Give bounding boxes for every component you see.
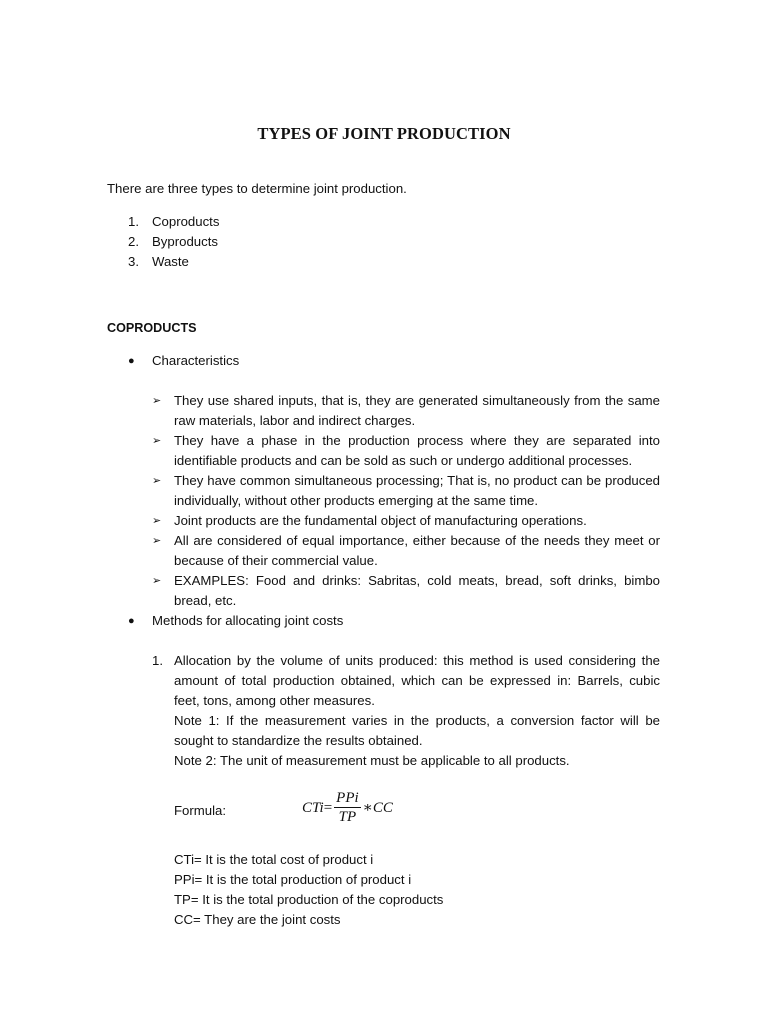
list-item-label: Coproducts bbox=[152, 214, 220, 229]
formula-fraction bbox=[334, 789, 361, 826]
note-2: Note 2: The unit of measurement must be applicable to all products. bbox=[174, 753, 570, 768]
list-item-label: Waste bbox=[152, 254, 189, 269]
definition-cc: CC= They are the joint costs bbox=[174, 912, 341, 927]
formula-equals: = bbox=[323, 799, 333, 816]
list-item: ➢ EXAMPLES: Food and drinks: Sabritas, cold meats, bread, soft drinks, bimbo bread, etc. bbox=[152, 571, 660, 611]
formula-multiply: ∗ bbox=[362, 799, 373, 816]
types-list bbox=[128, 212, 219, 272]
method-description: Allocation by the volume of units produced: this method is used considering the amount of total production obtained, which can be expressed in: Barrels, cubic feet, tons, among other measures. bbox=[174, 653, 660, 708]
arrow-bullet-icon: ➢ bbox=[152, 575, 162, 587]
method-allocation-by-volume bbox=[152, 651, 660, 771]
arrow-bullet-icon: ➢ bbox=[152, 535, 162, 547]
list-item: ➢ They have a phase in the production process where they are separated into identifiable products and can be sold as such or undergo additional processes. bbox=[152, 431, 660, 471]
list-item bbox=[128, 212, 219, 232]
formula-lhs: CTi bbox=[302, 799, 324, 816]
formula bbox=[302, 789, 393, 826]
list-number: 3. bbox=[128, 254, 139, 269]
list-item: ➢ Joint products are the fundamental object of manufacturing operations. bbox=[152, 511, 660, 531]
note-1: Note 1: If the measurement varies in the products, a conversion factor will be sought to standardize the results obtained. bbox=[174, 713, 660, 748]
definition-cti: CTi= It is the total cost of product i bbox=[174, 852, 374, 867]
section-heading-coproducts: COPRODUCTS bbox=[107, 321, 197, 335]
bullet-label: Characteristics bbox=[152, 353, 240, 368]
list-item bbox=[128, 232, 219, 252]
arrow-bullet-icon: ➢ bbox=[152, 435, 162, 447]
list-item-label: Byproducts bbox=[152, 234, 218, 249]
page-title: TYPES OF JOINT PRODUCTION bbox=[257, 124, 511, 143]
bullet-label: Methods for allocating joint costs bbox=[152, 613, 344, 628]
characteristics-list bbox=[152, 391, 660, 611]
definitions-list bbox=[174, 850, 443, 930]
list-item: ➢ They use shared inputs, that is, they are generated simultaneously from the same raw materials, labor and indirect charges. bbox=[152, 391, 660, 431]
formula-numerator: PPi bbox=[336, 790, 359, 806]
formula-rhs: CC bbox=[372, 799, 393, 816]
intro-text: There are three types to determine joint production. bbox=[107, 181, 407, 196]
definition-ppi: PPi= It is the total production of product i bbox=[174, 872, 412, 887]
list-number: 1. bbox=[152, 653, 163, 668]
list-item bbox=[128, 252, 219, 272]
arrow-bullet-icon: ➢ bbox=[152, 395, 162, 407]
bullet-icon: ● bbox=[128, 355, 135, 367]
arrow-bullet-icon: ➢ bbox=[152, 475, 162, 487]
list-number: 2. bbox=[128, 234, 139, 249]
list-item: ➢ All are considered of equal importance, either because of the needs they meet or because of their commercial value. bbox=[152, 531, 660, 571]
formula-label: Formula: bbox=[174, 803, 227, 818]
list-number: 1. bbox=[128, 214, 139, 229]
bullet-icon: ● bbox=[128, 615, 135, 627]
arrow-bullet-icon: ➢ bbox=[152, 515, 162, 527]
bullet-characteristics bbox=[128, 351, 239, 371]
list-item: ➢ They have common simultaneous processing; That is, no product can be produced individually, without other products emerging at the same time. bbox=[152, 471, 660, 511]
definition-tp: TP= It is the total production of the coproducts bbox=[174, 892, 444, 907]
bullet-methods bbox=[128, 611, 343, 631]
formula-denominator: TP bbox=[338, 809, 357, 825]
